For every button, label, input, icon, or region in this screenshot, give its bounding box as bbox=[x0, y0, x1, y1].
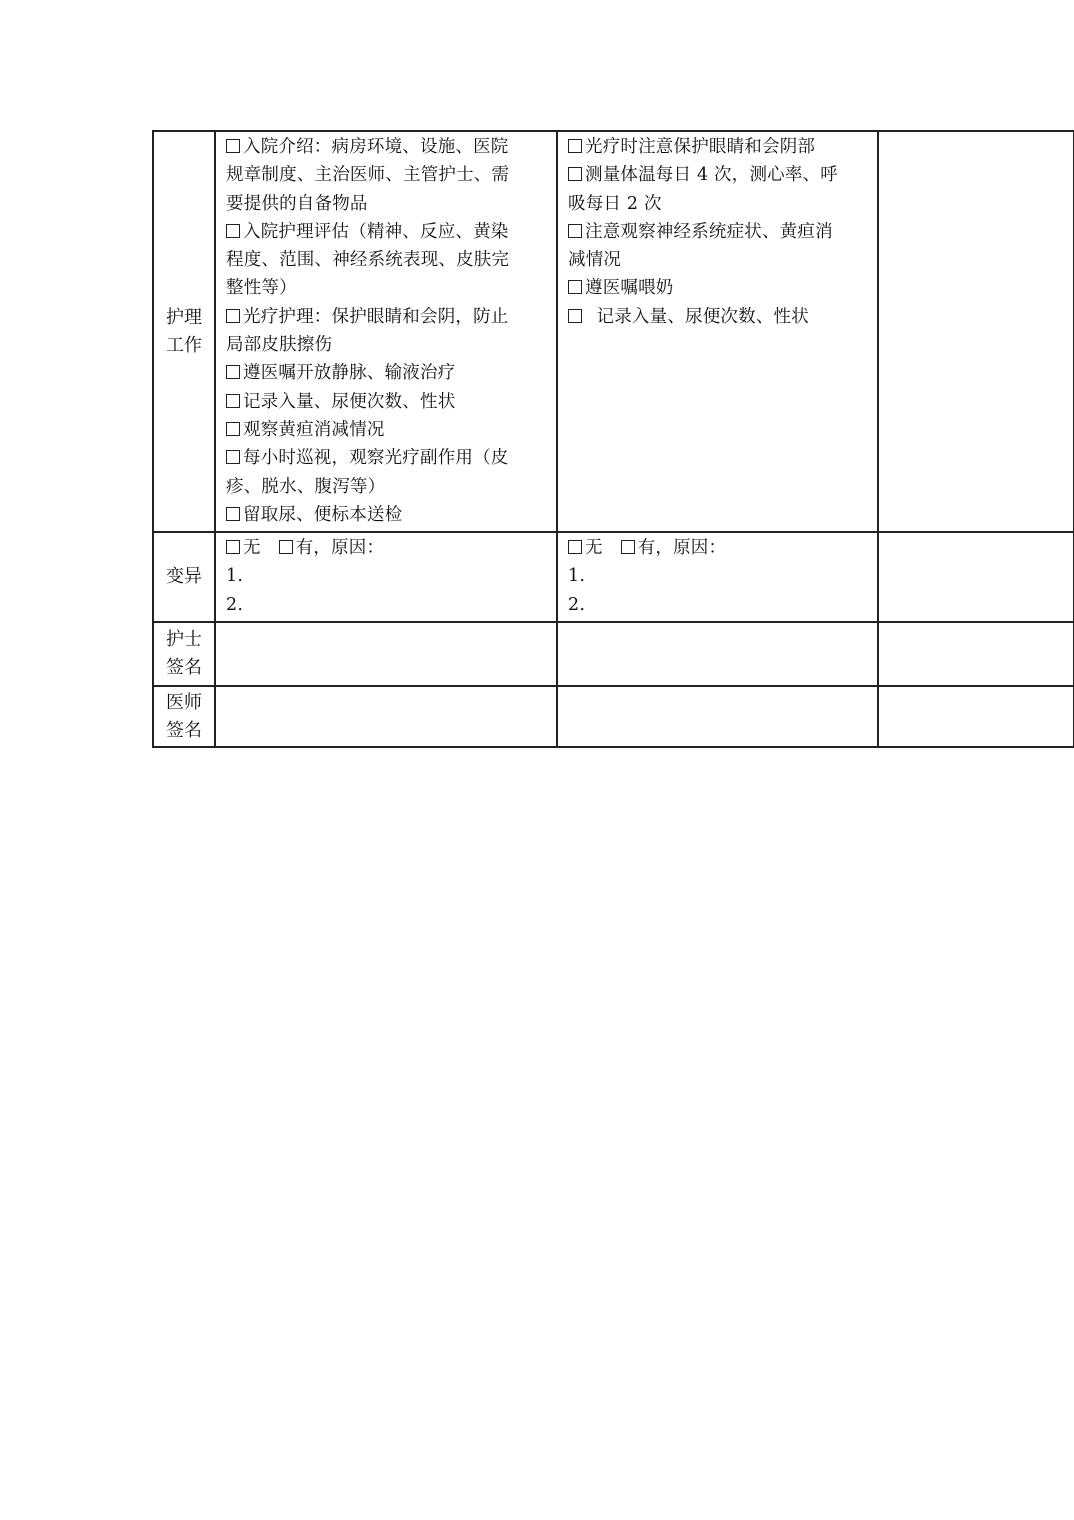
list-item-cont: 疹、脱水、腹泻等） bbox=[226, 476, 386, 497]
clinical-pathway-table bbox=[152, 130, 1074, 748]
checkbox-icon[interactable] bbox=[226, 540, 240, 554]
list-item: 入院介绍：病房环境、设施、医院 bbox=[226, 133, 548, 161]
nursing-day2-cell bbox=[557, 131, 878, 532]
variation-day2-cell bbox=[557, 532, 878, 622]
checkbox-icon[interactable] bbox=[568, 280, 582, 294]
variation-label: 变异 bbox=[153, 532, 215, 622]
list-item: 光疗时注意保护眼睛和会阴部 bbox=[568, 133, 869, 161]
checkbox-icon[interactable] bbox=[226, 422, 240, 436]
checkbox-icon[interactable] bbox=[568, 540, 582, 554]
variation-options: 无 有，原因： bbox=[568, 534, 869, 562]
variation-row bbox=[153, 532, 1074, 622]
label-line: 护理 bbox=[166, 306, 202, 328]
list-item: 记录入量、尿便次数、性状 bbox=[226, 388, 548, 416]
label-line: 工作 bbox=[166, 334, 202, 356]
checkbox-icon[interactable] bbox=[568, 139, 582, 153]
variation-options: 无 有，原因： bbox=[226, 534, 548, 562]
variation-reason-2: 2. bbox=[226, 594, 244, 615]
list-item: 记录入量、尿便次数、性状 bbox=[568, 303, 869, 331]
variation-reason-1: 1. bbox=[226, 566, 244, 587]
checkbox-icon[interactable] bbox=[568, 167, 582, 181]
doctor-signature-day1[interactable] bbox=[215, 686, 557, 747]
list-item: 光疗护理：保护眼睛和会阴，防止 bbox=[226, 303, 548, 331]
checkbox-icon[interactable] bbox=[226, 507, 240, 521]
nurse-signature-day2[interactable] bbox=[557, 622, 878, 686]
nurse-signature-row bbox=[153, 622, 1074, 686]
doctor-signature-row bbox=[153, 686, 1074, 747]
list-item: 观察黄疸消减情况 bbox=[226, 416, 548, 444]
list-item-cont: 要提供的自备物品 bbox=[226, 193, 368, 214]
variation-day1-cell bbox=[215, 532, 557, 622]
list-item-cont: 减情况 bbox=[568, 250, 622, 271]
list-item: 遵医嘱喂奶 bbox=[568, 274, 869, 302]
checkbox-icon[interactable] bbox=[226, 224, 240, 238]
checkbox-icon[interactable] bbox=[226, 394, 240, 408]
list-item-cont: 规章制度、主治医师、主管护士、需 bbox=[226, 165, 510, 186]
nursing-work-row bbox=[153, 131, 1074, 532]
list-item: 留取尿、便标本送检 bbox=[226, 501, 548, 529]
doctor-signature-day2[interactable] bbox=[557, 686, 878, 747]
list-item: 每小时巡视，观察光疗副作用（皮 bbox=[226, 444, 548, 472]
checkbox-icon[interactable] bbox=[568, 224, 582, 238]
nursing-day1-cell bbox=[215, 131, 557, 532]
nurse-signature-day3[interactable] bbox=[878, 622, 1074, 686]
list-item-cont: 吸每日 2 次 bbox=[568, 193, 662, 214]
list-item-cont: 程度、范围、神经系统表现、皮肤完 bbox=[226, 250, 510, 271]
list-item-cont: 局部皮肤擦伤 bbox=[226, 335, 333, 356]
checkbox-icon[interactable] bbox=[279, 540, 293, 554]
nurse-signature-day1[interactable] bbox=[215, 622, 557, 686]
checkbox-icon[interactable] bbox=[226, 450, 240, 464]
variation-reason-2: 2. bbox=[568, 594, 586, 615]
doctor-signature-label: 医师 签名 bbox=[153, 686, 215, 747]
list-item: 测量体温每日 4 次，测心率、呼 bbox=[568, 161, 869, 189]
list-item-cont: 整性等） bbox=[226, 278, 297, 299]
doctor-signature-day3[interactable] bbox=[878, 686, 1074, 747]
nursing-work-label bbox=[153, 131, 215, 532]
checkbox-icon[interactable] bbox=[621, 540, 635, 554]
list-item: 遵医嘱开放静脉、输液治疗 bbox=[226, 359, 548, 387]
variation-reason-1: 1. bbox=[568, 566, 586, 587]
checkbox-icon[interactable] bbox=[568, 309, 582, 323]
variation-day3-cell bbox=[878, 532, 1074, 622]
checkbox-icon[interactable] bbox=[226, 139, 240, 153]
nursing-day3-cell bbox=[878, 131, 1074, 532]
list-item: 注意观察神经系统症状、黄疸消 bbox=[568, 218, 869, 246]
checkbox-icon[interactable] bbox=[226, 365, 240, 379]
checkbox-icon[interactable] bbox=[226, 309, 240, 323]
nurse-signature-label: 护士 签名 bbox=[153, 622, 215, 686]
list-item: 入院护理评估（精神、反应、黄染 bbox=[226, 218, 548, 246]
